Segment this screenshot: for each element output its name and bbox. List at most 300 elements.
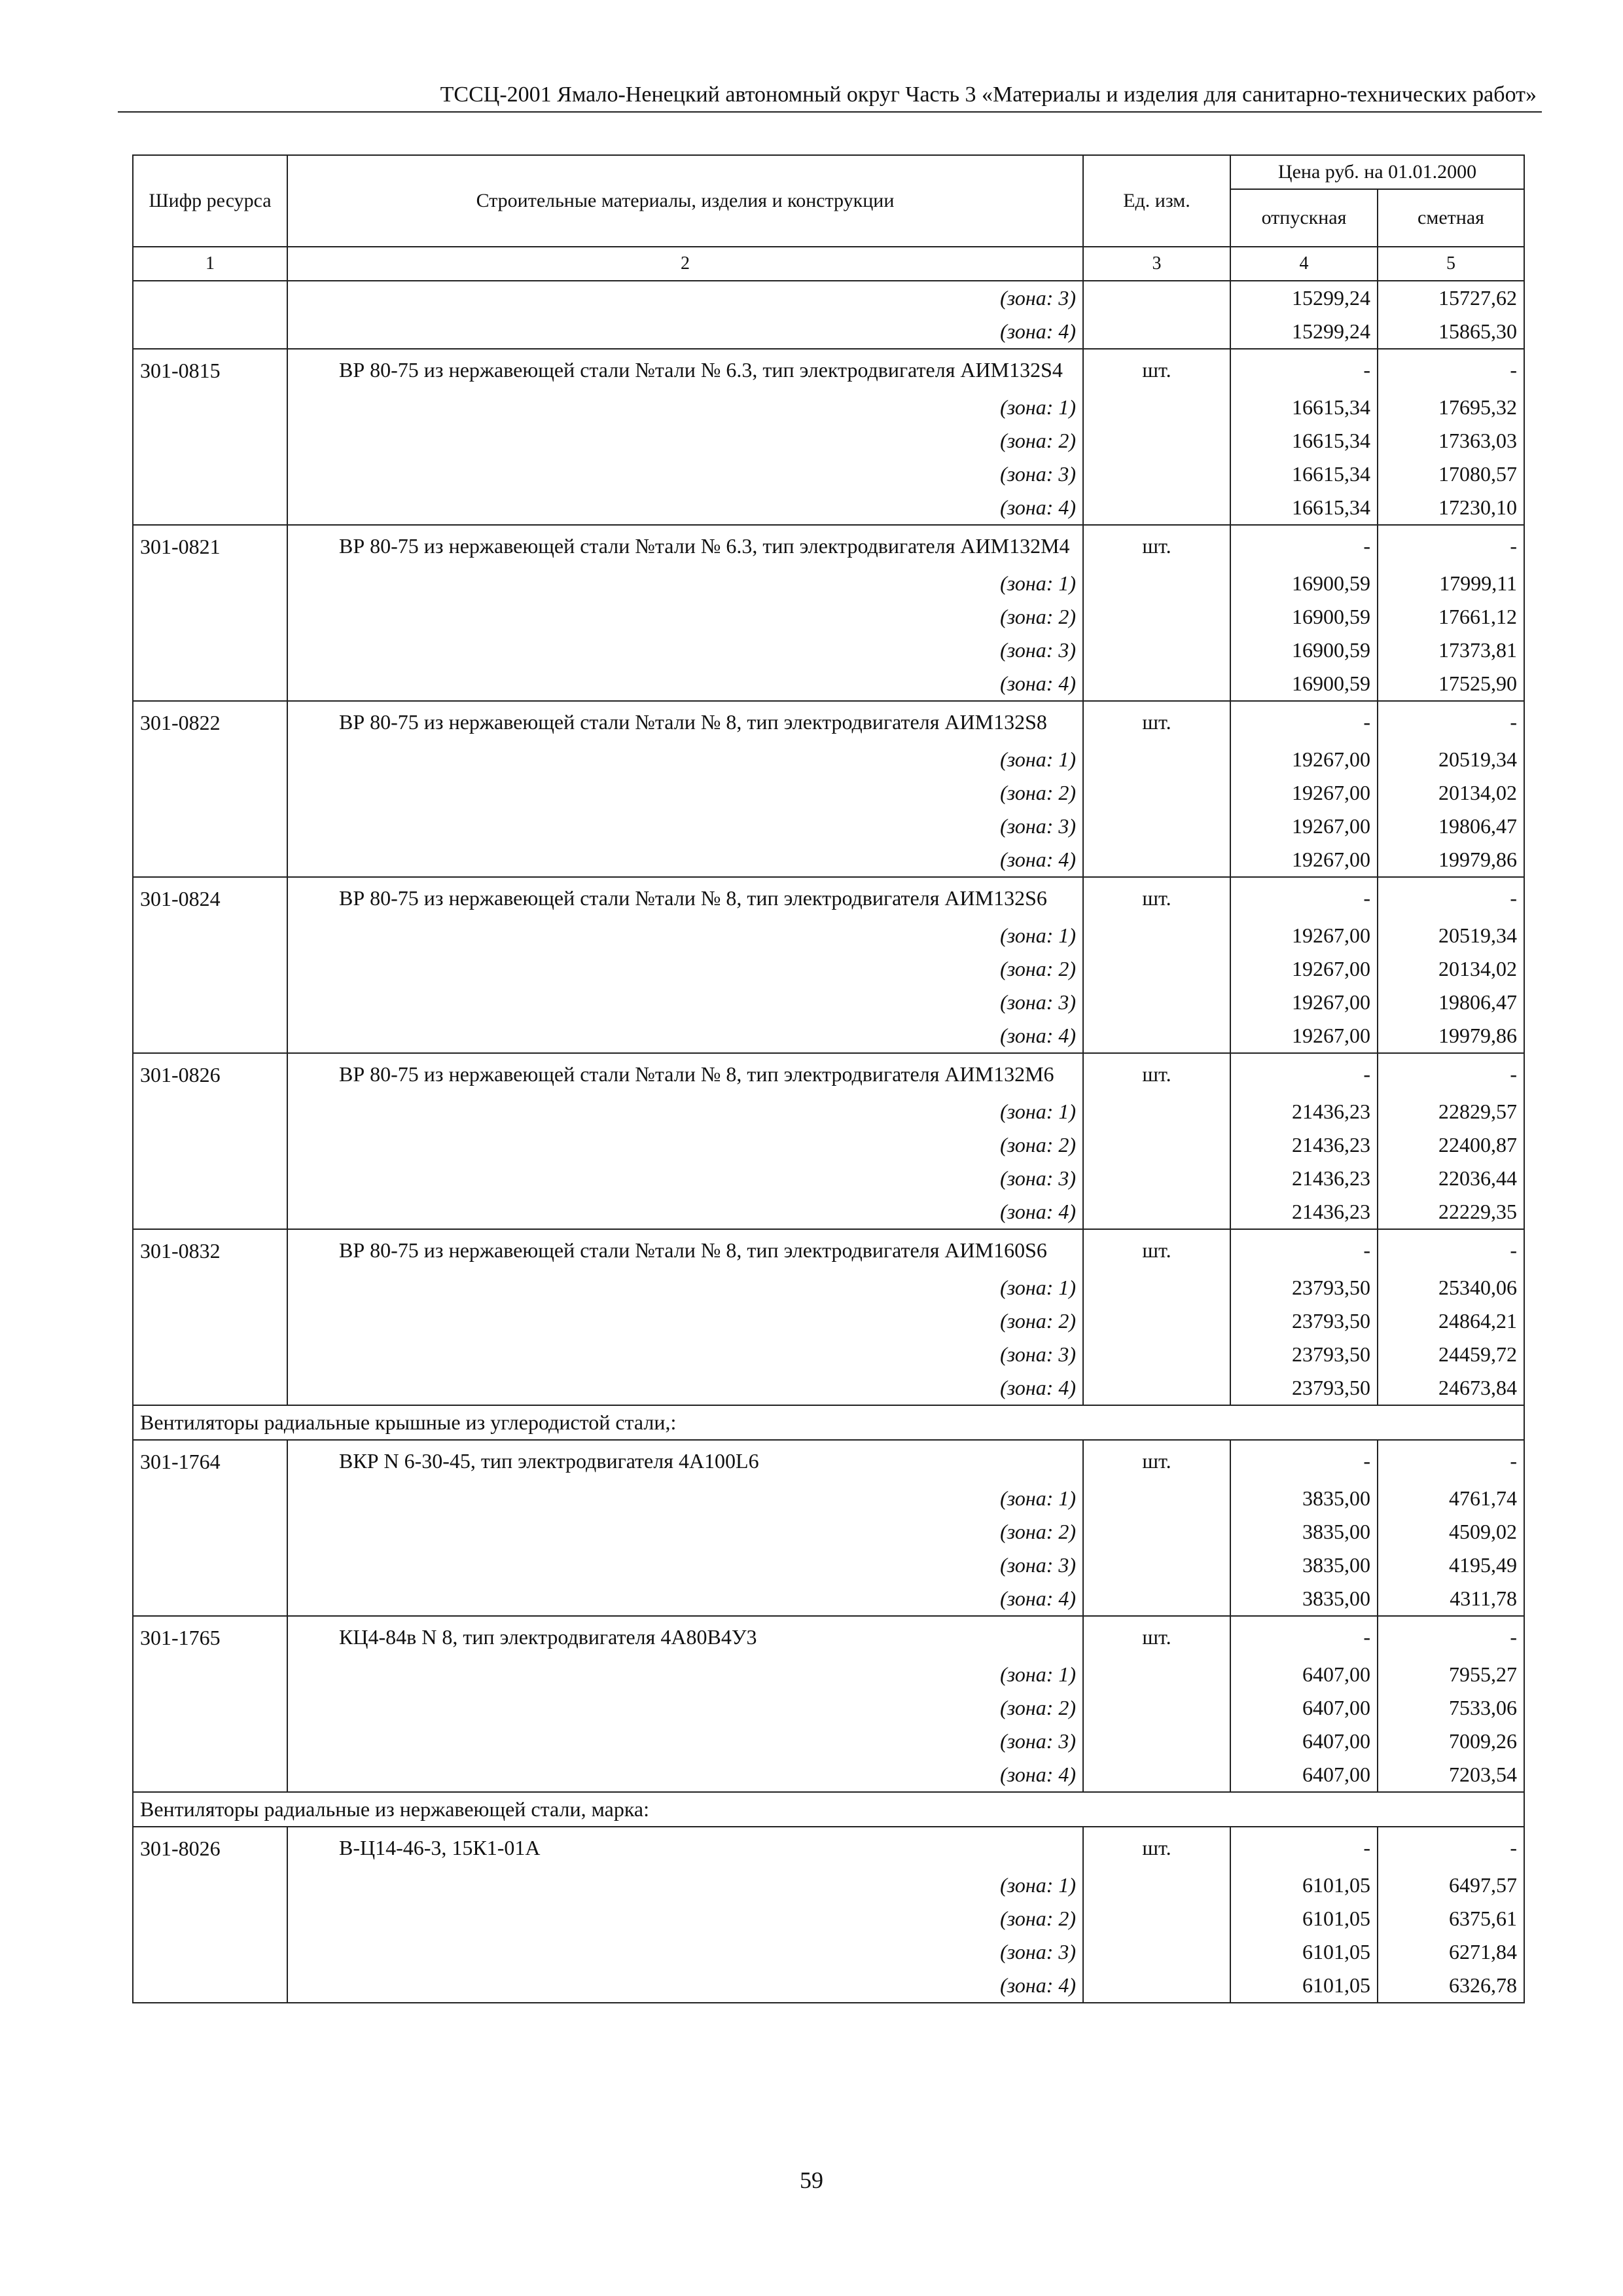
price-estimate: 20134,02 [1378,776,1524,810]
resource-code [133,1095,287,1128]
unit-cell [1083,919,1230,952]
unit-cell [1083,1019,1230,1053]
unit-cell [1083,1935,1230,1969]
table-row [133,843,1524,877]
table-row [133,1616,1524,1658]
table-row [133,810,1524,843]
price-release: 19267,00 [1230,952,1378,986]
price-release: - [1230,1616,1378,1658]
price-estimate: - [1378,877,1524,919]
unit-cell [1083,1869,1230,1902]
price-release: - [1230,877,1378,919]
material-name: ВР 80-75 из нержавеющей стали №тали № 8, тип электродвигателя АИМ160S6 [287,1229,1083,1271]
price-estimate: 4311,78 [1378,1582,1524,1616]
table-row [133,1053,1524,1095]
resource-code: 301-0824 [133,877,287,919]
unit-cell [1083,986,1230,1019]
price-release: 16615,34 [1230,391,1378,424]
resource-code [133,952,287,986]
table-row [133,986,1524,1019]
zone-label: (зона: 4) [287,1019,1083,1053]
price-estimate: 20134,02 [1378,952,1524,986]
price-release: 19267,00 [1230,843,1378,877]
table-row [133,743,1524,776]
table-row [133,667,1524,701]
unit-cell: шт. [1083,1827,1230,1869]
resource-code: 301-1765 [133,1616,287,1658]
unit-cell: шт. [1083,349,1230,391]
price-release: 19267,00 [1230,776,1378,810]
table-row [133,1338,1524,1371]
zone-label: (зона: 3) [287,1549,1083,1582]
zone-label: (зона: 3) [287,1338,1083,1371]
material-name: ВР 80-75 из нержавеющей стали №тали № 8, тип электродвигателя АИМ132S6 [287,877,1083,919]
zone-label: (зона: 3) [287,1935,1083,1969]
unit-cell [1083,1691,1230,1725]
resource-code [133,1549,287,1582]
table-row [133,877,1524,919]
unit-cell [1083,315,1230,349]
price-estimate: - [1378,1229,1524,1271]
zone-label: (зона: 2) [287,1304,1083,1338]
price-estimate: 25340,06 [1378,1271,1524,1304]
table-row [133,1371,1524,1405]
resource-code [133,1869,287,1902]
group-heading: Вентиляторы радиальные из нержавеющей стали, марка: [133,1792,1524,1827]
table-row [133,701,1524,743]
table-row [133,952,1524,986]
price-estimate: 17363,03 [1378,424,1524,457]
zone-label: (зона: 1) [287,743,1083,776]
price-release: 16900,59 [1230,567,1378,600]
table-row [133,457,1524,491]
unit-cell [1083,1338,1230,1371]
zone-label: (зона: 4) [287,1758,1083,1792]
unit-cell [1083,810,1230,843]
table-row [133,1095,1524,1128]
unit-cell [1083,952,1230,986]
price-estimate: 7203,54 [1378,1758,1524,1792]
resource-code [133,1371,287,1405]
price-estimate: 15727,62 [1378,281,1524,315]
price-release: 23793,50 [1230,1271,1378,1304]
unit-cell [1083,457,1230,491]
zone-label: (зона: 1) [287,1869,1083,1902]
resource-code [133,1195,287,1229]
zone-label: (зона: 2) [287,952,1083,986]
resource-code [133,1935,287,1969]
table-row [133,919,1524,952]
unit-cell [1083,743,1230,776]
table-row [133,634,1524,667]
unit-cell: шт. [1083,525,1230,567]
unit-cell: шт. [1083,1229,1230,1271]
table-row [133,1869,1524,1902]
table-row [133,1758,1524,1792]
price-estimate: - [1378,1053,1524,1095]
price-estimate: - [1378,1616,1524,1658]
table-row [133,525,1524,567]
price-release: - [1230,701,1378,743]
resource-code [133,1304,287,1338]
material-name: В-Ц14-46-3, 15К1-01А [287,1827,1083,1869]
unit-cell: шт. [1083,1440,1230,1482]
material-name: ВР 80-75 из нержавеющей стали №тали № 6.3, тип электродвигателя АИМ132М4 [287,525,1083,567]
table-row [133,1019,1524,1053]
table-row [133,315,1524,349]
unit-cell [1083,1582,1230,1616]
unit-cell [1083,1549,1230,1582]
price-estimate: - [1378,525,1524,567]
price-release: 16615,34 [1230,457,1378,491]
resource-code: 301-0832 [133,1229,287,1271]
column-number: 3 [1083,247,1230,281]
resource-code [133,776,287,810]
resource-code [133,1658,287,1691]
unit-cell: шт. [1083,701,1230,743]
price-release: 16900,59 [1230,600,1378,634]
price-estimate: 22829,57 [1378,1095,1524,1128]
price-estimate: 7955,27 [1378,1658,1524,1691]
resource-code [133,1271,287,1304]
unit-cell [1083,281,1230,315]
column-header-price-release: отпускная [1230,189,1378,247]
price-estimate: 17080,57 [1378,457,1524,491]
unit-cell [1083,1758,1230,1792]
resource-code [133,743,287,776]
table-row [133,1658,1524,1691]
resource-code [133,315,287,349]
price-release: 19267,00 [1230,1019,1378,1053]
zone-label: (зона: 2) [287,776,1083,810]
price-release: - [1230,525,1378,567]
unit-cell [1083,1515,1230,1549]
price-release: 23793,50 [1230,1304,1378,1338]
zone-label: (зона: 2) [287,1515,1083,1549]
unit-cell [1083,1482,1230,1515]
price-estimate: 19806,47 [1378,810,1524,843]
price-release: 6407,00 [1230,1725,1378,1758]
unit-cell [1083,424,1230,457]
price-release: 19267,00 [1230,810,1378,843]
table-row [133,1792,1524,1827]
resource-code: 301-0826 [133,1053,287,1095]
zone-label: (зона: 4) [287,1582,1083,1616]
zone-label: (зона: 4) [287,667,1083,701]
resource-code [133,457,287,491]
price-estimate: - [1378,349,1524,391]
document-title: ТССЦ-2001 Ямало-Ненецкий автономный округ Часть 3 «Материалы и изделия для санитарно-технических работ» [440,82,1537,107]
table-row [133,424,1524,457]
resource-code [133,1902,287,1935]
unit-cell [1083,1969,1230,2003]
unit-cell [1083,391,1230,424]
resource-code [133,1515,287,1549]
resource-code: 301-8026 [133,1827,287,1869]
price-estimate: 24673,84 [1378,1371,1524,1405]
price-release: - [1230,349,1378,391]
price-release: - [1230,1827,1378,1869]
unit-cell [1083,634,1230,667]
column-number: 5 [1378,247,1524,281]
resource-code [133,1691,287,1725]
table-row [133,391,1524,424]
price-estimate: 22400,87 [1378,1128,1524,1162]
resource-code: 301-1764 [133,1440,287,1482]
price-estimate: 17661,12 [1378,600,1524,634]
price-release: 21436,23 [1230,1095,1378,1128]
resource-code [133,986,287,1019]
zone-label: (зона: 1) [287,567,1083,600]
resource-code [133,1969,287,2003]
price-estimate: - [1378,701,1524,743]
price-estimate: - [1378,1440,1524,1482]
zone-label: (зона: 1) [287,1658,1083,1691]
table-row [133,1271,1524,1304]
zone-label: (зона: 2) [287,424,1083,457]
table-row [133,567,1524,600]
zone-label: (зона: 2) [287,1691,1083,1725]
column-header-name: Строительные материалы, изделия и конструкции [287,155,1083,247]
table-row [133,1691,1524,1725]
material-name: ВКР N 6-30-45, тип электродвигателя 4А100L6 [287,1440,1083,1482]
zone-label: (зона: 4) [287,1371,1083,1405]
price-release: 15299,24 [1230,315,1378,349]
unit-cell [1083,776,1230,810]
price-release: 6101,05 [1230,1902,1378,1935]
zone-label: (зона: 3) [287,281,1083,315]
unit-cell [1083,1271,1230,1304]
table-row [133,1405,1524,1440]
price-release: 6407,00 [1230,1658,1378,1691]
price-release: 21436,23 [1230,1162,1378,1195]
table-row [133,1304,1524,1338]
resource-code [133,1019,287,1053]
table-row [133,1969,1524,2003]
price-estimate: 7533,06 [1378,1691,1524,1725]
price-release: 19267,00 [1230,919,1378,952]
table-row [133,1902,1524,1935]
resource-code [133,491,287,525]
zone-label: (зона: 2) [287,1902,1083,1935]
table-header [133,155,1524,281]
price-estimate: 19979,86 [1378,1019,1524,1053]
resource-code: 301-0815 [133,349,287,391]
price-release: 3835,00 [1230,1482,1378,1515]
table-row [133,1725,1524,1758]
column-header-unit: Ед. изм. [1083,155,1230,247]
table-row [133,349,1524,391]
table-row [133,600,1524,634]
page-number: 59 [800,2167,823,2193]
column-number: 4 [1230,247,1378,281]
price-release: 6101,05 [1230,1935,1378,1969]
column-header-price-estimate: сметная [1378,189,1524,247]
price-release: 6407,00 [1230,1691,1378,1725]
price-release: 6407,00 [1230,1758,1378,1792]
price-estimate: 17695,32 [1378,391,1524,424]
resource-code [133,600,287,634]
price-release: 23793,50 [1230,1371,1378,1405]
table-row [133,1549,1524,1582]
unit-cell [1083,843,1230,877]
column-header-code: Шифр ресурса [133,155,287,247]
unit-cell [1083,1095,1230,1128]
zone-label: (зона: 4) [287,1195,1083,1229]
table-row [133,1935,1524,1969]
unit-cell: шт. [1083,1616,1230,1658]
zone-label: (зона: 1) [287,919,1083,952]
unit-cell [1083,567,1230,600]
price-release: 19267,00 [1230,743,1378,776]
table-row [133,1229,1524,1271]
unit-cell [1083,1725,1230,1758]
unit-cell [1083,1902,1230,1935]
zone-label: (зона: 3) [287,634,1083,667]
zone-label: (зона: 2) [287,600,1083,634]
price-estimate: 22229,35 [1378,1195,1524,1229]
price-release: - [1230,1053,1378,1095]
resource-code [133,1482,287,1515]
price-estimate: 7009,26 [1378,1725,1524,1758]
resource-code [133,1162,287,1195]
zone-label: (зона: 3) [287,1725,1083,1758]
price-release: 16615,34 [1230,424,1378,457]
zone-label: (зона: 1) [287,1482,1083,1515]
resource-code [133,634,287,667]
price-release: - [1230,1229,1378,1271]
unit-cell [1083,600,1230,634]
zone-label: (зона: 1) [287,391,1083,424]
price-estimate: 4761,74 [1378,1482,1524,1515]
price-release: 19267,00 [1230,986,1378,1019]
unit-cell [1083,491,1230,525]
resource-code [133,1582,287,1616]
resource-code [133,667,287,701]
resource-code [133,919,287,952]
price-release: 16900,59 [1230,667,1378,701]
price-estimate: 17999,11 [1378,567,1524,600]
zone-label: (зона: 1) [287,1095,1083,1128]
resource-code [133,391,287,424]
price-release: 15299,24 [1230,281,1378,315]
price-estimate: 20519,34 [1378,919,1524,952]
price-release: 21436,23 [1230,1128,1378,1162]
column-number: 1 [133,247,287,281]
zone-label: (зона: 2) [287,1128,1083,1162]
table-row [133,1515,1524,1549]
unit-cell [1083,1162,1230,1195]
price-estimate: 6497,57 [1378,1869,1524,1902]
material-name: ВР 80-75 из нержавеющей стали №тали № 8, тип электродвигателя АИМ132S8 [287,701,1083,743]
table-row [133,281,1524,315]
price-estimate: 22036,44 [1378,1162,1524,1195]
zone-label: (зона: 1) [287,1271,1083,1304]
table-row [133,776,1524,810]
resource-code [133,1128,287,1162]
price-release: 23793,50 [1230,1338,1378,1371]
price-table [132,154,1525,2003]
table-row [133,491,1524,525]
table-row [133,1827,1524,1869]
price-estimate: 6271,84 [1378,1935,1524,1969]
price-estimate: 24459,72 [1378,1338,1524,1371]
table-row [133,1582,1524,1616]
resource-code [133,424,287,457]
price-estimate: 17373,81 [1378,634,1524,667]
price-release: - [1230,1440,1378,1482]
material-name: ВР 80-75 из нержавеющей стали №тали № 6.3, тип электродвигателя АИМ132S4 [287,349,1083,391]
unit-cell [1083,1371,1230,1405]
material-name: КЦ4-84в N 8, тип электродвигателя 4А80В4У3 [287,1616,1083,1658]
price-estimate: - [1378,1827,1524,1869]
unit-cell: шт. [1083,877,1230,919]
price-estimate: 15865,30 [1378,315,1524,349]
table-row [133,1195,1524,1229]
unit-cell [1083,1658,1230,1691]
material-name: ВР 80-75 из нержавеющей стали №тали № 8, тип электродвигателя АИМ132М6 [287,1053,1083,1095]
price-release: 3835,00 [1230,1582,1378,1616]
unit-cell: шт. [1083,1053,1230,1095]
resource-code [133,1338,287,1371]
price-release: 6101,05 [1230,1969,1378,2003]
zone-label: (зона: 4) [287,1969,1083,2003]
price-estimate: 19806,47 [1378,986,1524,1019]
unit-cell [1083,1128,1230,1162]
table-row [133,1482,1524,1515]
unit-cell [1083,1304,1230,1338]
zone-label: (зона: 3) [287,810,1083,843]
price-estimate: 17525,90 [1378,667,1524,701]
resource-code: 301-0822 [133,701,287,743]
zone-label: (зона: 3) [287,1162,1083,1195]
table-row [133,1128,1524,1162]
price-estimate: 4509,02 [1378,1515,1524,1549]
table-row [133,1162,1524,1195]
table-row [133,1440,1524,1482]
price-estimate: 20519,34 [1378,743,1524,776]
zone-label: (зона: 4) [287,315,1083,349]
price-estimate: 4195,49 [1378,1549,1524,1582]
resource-code [133,1758,287,1792]
price-release: 16615,34 [1230,491,1378,525]
resource-code [133,843,287,877]
zone-label: (зона: 3) [287,986,1083,1019]
column-number: 2 [287,247,1083,281]
price-estimate: 6326,78 [1378,1969,1524,2003]
price-estimate: 19979,86 [1378,843,1524,877]
price-estimate: 6375,61 [1378,1902,1524,1935]
price-release: 21436,23 [1230,1195,1378,1229]
price-release: 16900,59 [1230,634,1378,667]
zone-label: (зона: 3) [287,457,1083,491]
table-body [133,281,1524,2003]
zone-label: (зона: 4) [287,843,1083,877]
group-heading: Вентиляторы радиальные крышные из углеродистой стали,: [133,1405,1524,1440]
resource-code [133,567,287,600]
price-release: 3835,00 [1230,1515,1378,1549]
price-estimate: 24864,21 [1378,1304,1524,1338]
resource-code: 301-0821 [133,525,287,567]
zone-label: (зона: 4) [287,491,1083,525]
page-header [118,72,1542,113]
price-release: 3835,00 [1230,1549,1378,1582]
price-release: 6101,05 [1230,1869,1378,1902]
unit-cell [1083,667,1230,701]
column-header-price-group: Цена руб. на 01.01.2000 [1230,155,1524,189]
resource-code [133,281,287,315]
resource-code [133,1725,287,1758]
